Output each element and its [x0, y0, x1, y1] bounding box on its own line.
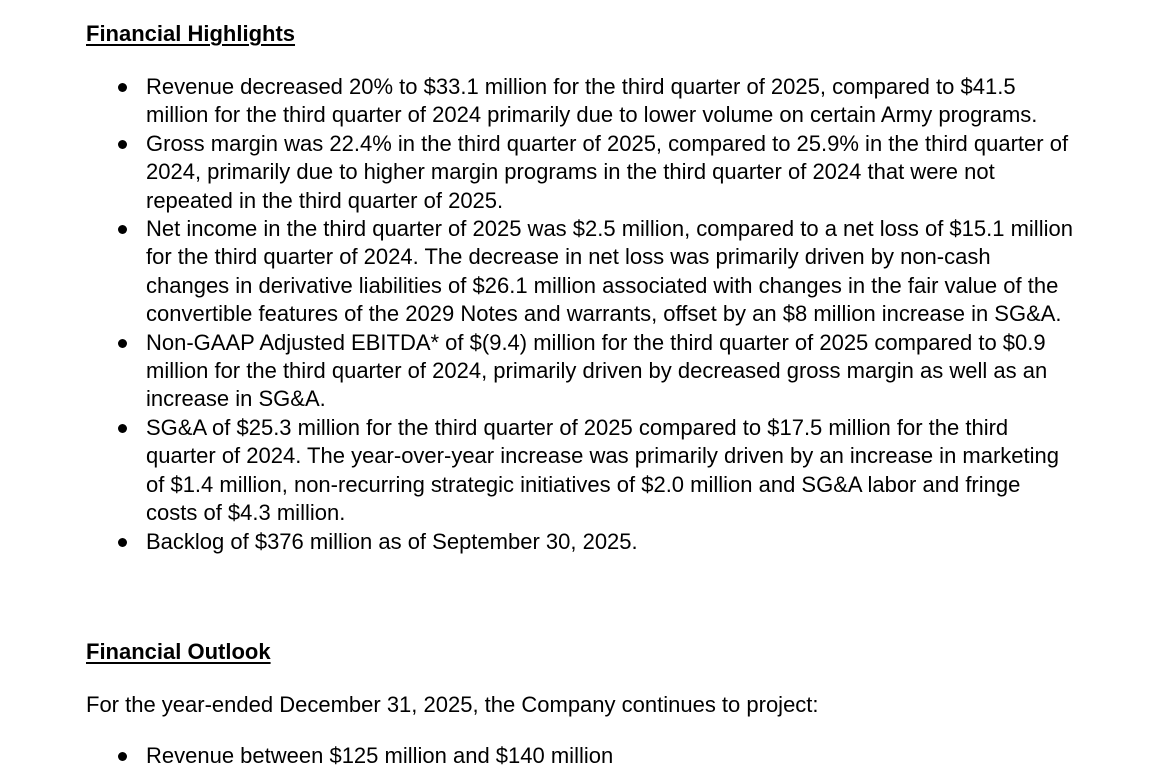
financial-highlights-list [0, 73, 1076, 556]
bullet-icon [118, 424, 127, 433]
bullet-text: Backlog of $376 million as of September 30, 2025. [146, 528, 638, 554]
bullet-text: Revenue between $125 million and $140 million [146, 743, 614, 768]
highlight-gross-margin [0, 130, 1076, 215]
bullet-icon [118, 140, 127, 149]
highlight-sga [0, 414, 1076, 528]
highlight-net-income [0, 215, 1076, 329]
financial-outlook-heading: Financial Outlook [86, 639, 271, 664]
outlook-intro-text: For the year-ended December 31, 2025, the Company continues to project: [86, 692, 819, 717]
highlight-revenue [0, 73, 1076, 130]
highlight-backlog [0, 528, 1076, 556]
outlook-revenue [0, 742, 1076, 770]
bullet-text: SG&A of $25.3 million for the third quarter of 2025 compared to $17.5 million for the third quarter of 2024. The year-over-year increase was primarily driven by an increase in marketing of $1.4 million, non-recurring strategic initiatives of $2.0 million and SG&A labor and fringe costs of $4.3 million. [146, 414, 1060, 526]
financial-outlook-list [0, 742, 1076, 770]
highlight-adjusted-ebitda [0, 329, 1076, 414]
bullet-icon [118, 538, 127, 547]
bullet-text: Net income in the third quarter of 2025 was $2.5 million, compared to a net loss of $15.1 million for the third quarter of 2024. The decrease in net loss was primarily driven by non-cash changes in derivative liabilities of $26.1 million associated with changes in the fair value of the convertible features of the 2029 Notes and warrants, offset by an $8 million increase in SG&A. [146, 216, 1073, 327]
bullet-text: Non-GAAP Adjusted EBITDA* of $(9.4) million for the third quarter of 2025 compared to $0.9 million for the third quarter of 2024, primarily driven by decreased gross margin as well as an increase in SG&A. [146, 329, 1048, 412]
bullet-text: Gross margin was 22.4% in the third quarter of 2025, compared to 25.9% in the third quarter of 2024, primarily due to higher margin programs in the third quarter of 2024 that were not repeated in the third quarter of 2025. [146, 130, 1069, 213]
bullet-icon [118, 225, 127, 234]
bullet-icon [118, 752, 127, 761]
bullet-icon [118, 83, 127, 92]
bullet-icon [118, 339, 127, 348]
bullet-text: Revenue decreased 20% to $33.1 million for the third quarter of 2025, compared to $41.5 million for the third quarter of 2024 primarily due to lower volume on certain Army programs. [146, 74, 1038, 128]
financial-highlights-heading: Financial Highlights [86, 21, 296, 46]
